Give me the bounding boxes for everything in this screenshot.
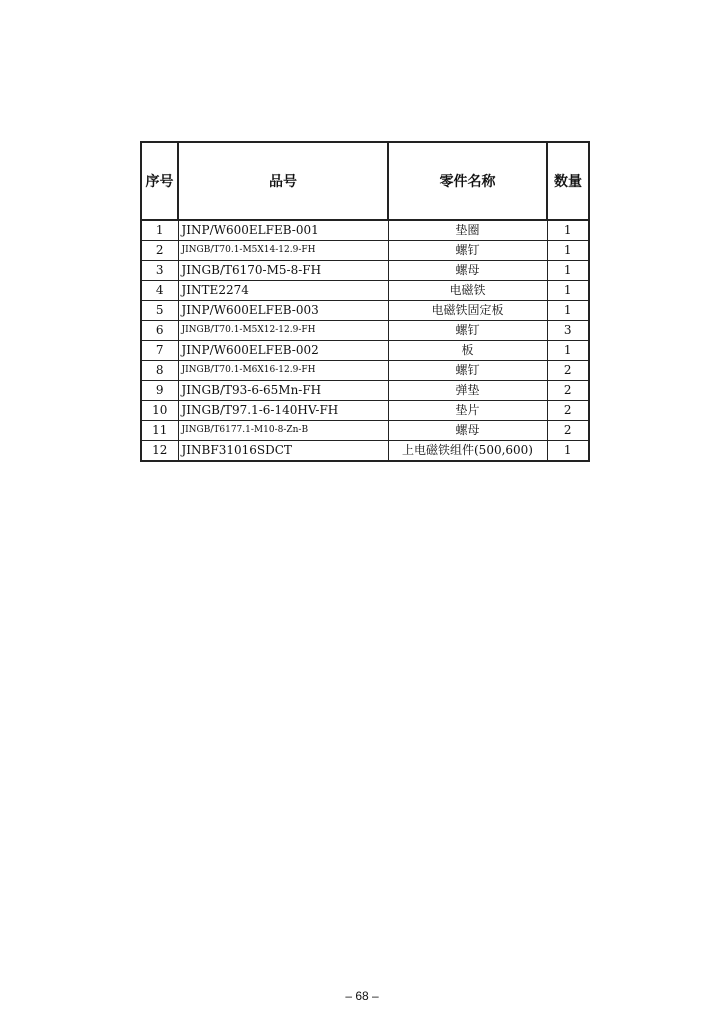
row-quantity: 2 <box>547 421 589 441</box>
row-part-name: 垫圈 <box>388 220 547 241</box>
header-part-number: 品号 <box>178 142 388 220</box>
row-no: 5 <box>141 301 178 321</box>
row-part-number: JINGB/T70.1-M5X12-12.9-FH <box>178 321 388 341</box>
row-quantity: 1 <box>547 241 589 261</box>
row-part-number: JINGB/T93-6-65Mn-FH <box>178 381 388 401</box>
table-row <box>141 301 589 321</box>
table-row <box>141 401 589 421</box>
table-row <box>141 381 589 401</box>
table-header-row <box>141 142 589 220</box>
table-row <box>141 241 589 261</box>
row-quantity: 1 <box>547 261 589 281</box>
row-no: 1 <box>141 220 178 241</box>
row-no: 4 <box>141 281 178 301</box>
table-row <box>141 281 589 301</box>
row-part-name: 弹垫 <box>388 381 547 401</box>
row-no: 11 <box>141 421 178 441</box>
row-part-name: 螺母 <box>388 421 547 441</box>
row-part-number: JINP/W600ELFEB-001 <box>178 220 388 241</box>
row-no: 6 <box>141 321 178 341</box>
table-row <box>141 220 589 241</box>
row-part-name: 板 <box>388 341 547 361</box>
row-part-number: JINP/W600ELFEB-003 <box>178 301 388 321</box>
header-no: 序号 <box>141 142 178 220</box>
row-part-name: 电磁铁固定板 <box>388 301 547 321</box>
row-quantity: 1 <box>547 441 589 462</box>
row-part-number: JINBF31016SDCT <box>178 441 388 462</box>
row-part-number: JINGB/T70.1-M6X16-12.9-FH <box>178 361 388 381</box>
row-quantity: 2 <box>547 381 589 401</box>
header-part-name: 零件名称 <box>388 142 547 220</box>
row-quantity: 2 <box>547 401 589 421</box>
row-quantity: 1 <box>547 301 589 321</box>
table-row <box>141 441 589 462</box>
row-no: 2 <box>141 241 178 261</box>
row-part-name: 电磁铁 <box>388 281 547 301</box>
row-no: 3 <box>141 261 178 281</box>
table-row <box>141 341 589 361</box>
row-part-number: JINGB/T6177.1-M10-8-Zn-B <box>178 421 388 441</box>
row-part-number: JINP/W600ELFEB-002 <box>178 341 388 361</box>
row-no: 8 <box>141 361 178 381</box>
row-part-name: 螺钉 <box>388 321 547 341</box>
row-no: 12 <box>141 441 178 462</box>
row-part-number: JINGB/T70.1-M5X14-12.9-FH <box>178 241 388 261</box>
row-part-name: 螺钉 <box>388 361 547 381</box>
row-quantity: 1 <box>547 281 589 301</box>
row-no: 9 <box>141 381 178 401</box>
table-row <box>141 321 589 341</box>
header-quantity: 数量 <box>547 142 589 220</box>
row-quantity: 1 <box>547 220 589 241</box>
row-no: 10 <box>141 401 178 421</box>
parts-table <box>140 141 590 462</box>
table-row <box>141 261 589 281</box>
row-quantity: 1 <box>547 341 589 361</box>
row-part-name: 螺母 <box>388 261 547 281</box>
row-part-number: JINTE2274 <box>178 281 388 301</box>
table-row <box>141 421 589 441</box>
row-part-number: JINGB/T6170-M5-8-FH <box>178 261 388 281</box>
row-part-number: JINGB/T97.1-6-140HV-FH <box>178 401 388 421</box>
row-quantity: 3 <box>547 321 589 341</box>
table-row <box>141 361 589 381</box>
page-number: – 68 – <box>345 989 379 1003</box>
row-part-name: 垫片 <box>388 401 547 421</box>
row-part-name: 上电磁铁组件(500,600) <box>388 441 547 462</box>
row-no: 7 <box>141 341 178 361</box>
row-part-name: 螺钉 <box>388 241 547 261</box>
row-quantity: 2 <box>547 361 589 381</box>
